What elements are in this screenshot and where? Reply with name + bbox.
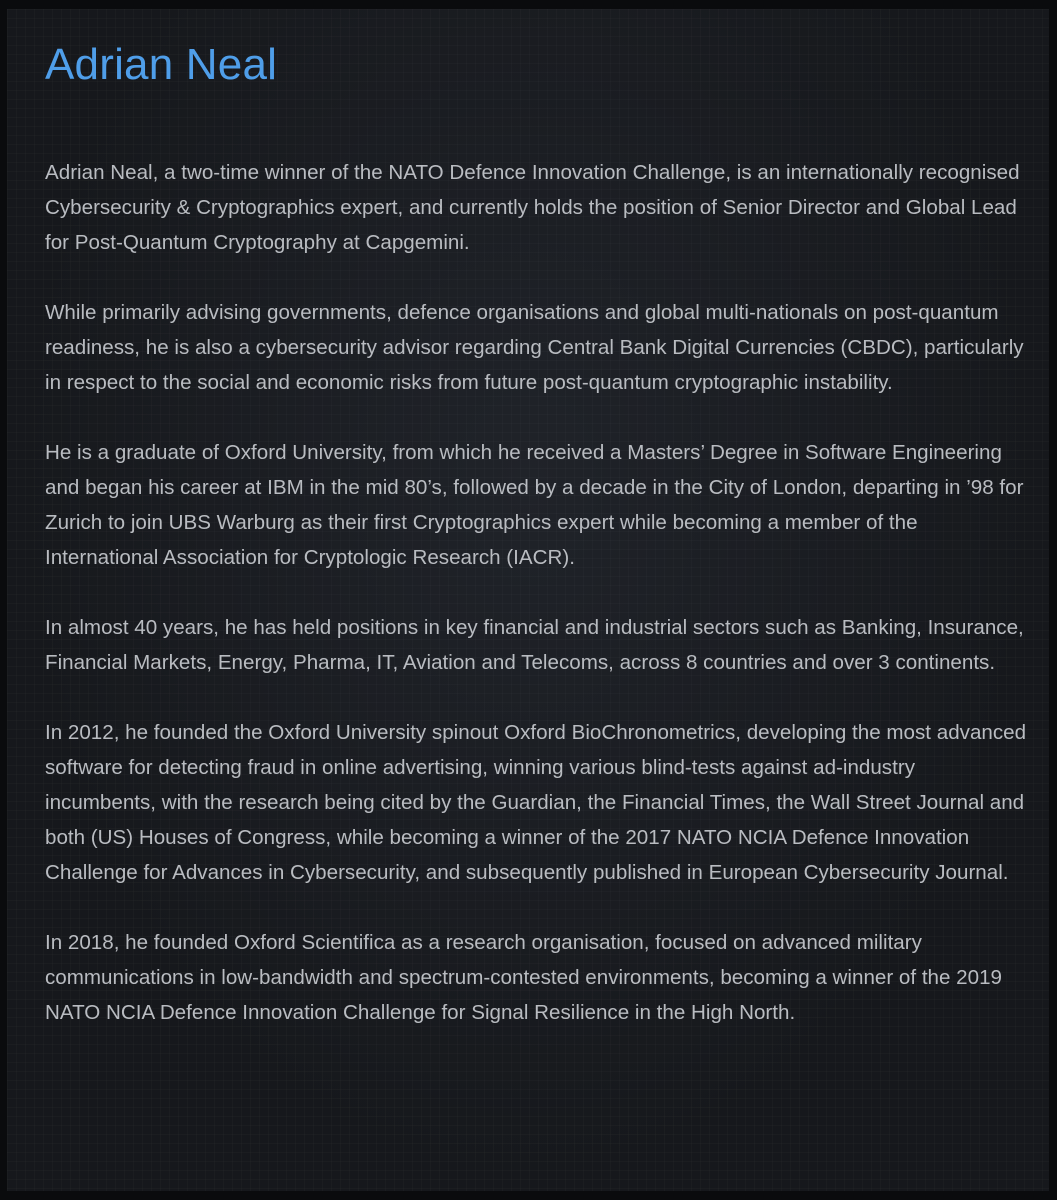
page-title: Adrian Neal: [45, 40, 278, 89]
bio-paragraph-3: He is a graduate of Oxford University, from which he received a Masters’ Degree in Software Engineering and began his career at IBM in the mid 80’s, followed by a decade in the City of London, departing in ’98 for Zurich to join UBS Warburg as their first Cryptographics expert while becoming a member of the International Association for Cryptologic Research (IACR).: [45, 441, 1024, 569]
bio-panel: [7, 9, 1049, 1191]
bio-paragraph-1: Adrian Neal, a two-time winner of the NATO Defence Innovation Challenge, is an internationally recognised Cybersecurity & Cryptographics expert, and currently holds the position of Senior Director and Global Lead for Post-Quantum Cryptography at Capgemini.: [45, 161, 1020, 254]
bio-body: [45, 155, 1030, 1030]
bio-paragraph-5: In 2012, he founded the Oxford University spinout Oxford BioChronometrics, developing the most advanced software for detecting fraud in online advertising, winning various blind-tests against ad-industry incumbents, with the research being cited by the Guardian, the Financial Times, the Wall Street Journal and both (US) Houses of Congress, while becoming a winner of the 2017 NATO NCIA Defence Innovation Challenge for Advances in Cybersecurity, and subsequently published in European Cybersecurity Journal.: [45, 721, 1027, 884]
bio-paragraph-6: In 2018, he founded Oxford Scientifica as a research organisation, focused on advanced military communications in low-bandwidth and spectrum-contested environments, becoming a winner of the 2019 NATO NCIA Defence Innovation Challenge for Signal Resilience in the High North.: [45, 931, 1002, 1024]
bio-paragraph-2: While primarily advising governments, defence organisations and global multi-nationals on post-quantum readiness, he is also a cybersecurity advisor regarding Central Bank Digital Currencies (CBDC), particularly in respect to the social and economic risks from future post-quantum cryptographic instability.: [45, 301, 1024, 394]
bio-paragraph-4: In almost 40 years, he has held positions in key financial and industrial sectors such as Banking, Insurance, Financial Markets, Energy, Pharma, IT, Aviation and Telecoms, across 8 countries and over 3 continents.: [45, 616, 1024, 674]
